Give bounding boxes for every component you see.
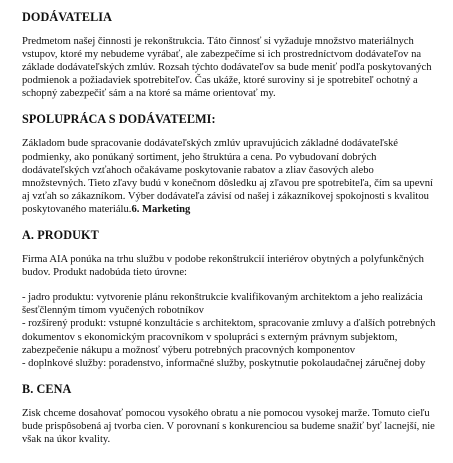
section-heading: SPOLUPRÁCA S DODÁVATEĽMI: xyxy=(22,112,216,127)
section-produkt xyxy=(22,228,439,370)
section-heading: DODÁVATELIA xyxy=(22,10,113,24)
section-paragraph xyxy=(22,137,439,216)
section-paragraph: Firma AIA ponúka na trhu službu v podobe rekonštrukcií interiérov obytných a polyfunkčných budov. Produkt nadobúda tieto úrovne: xyxy=(22,254,424,279)
inline-bold-heading: 6. Marketing xyxy=(131,203,191,215)
section-cena xyxy=(22,382,439,446)
section-paragraph: Zisk chceme dosahovať pomocou vysokého obratu a nie pomocou vysokej marže. Tomuto cieľu bude prispôsobená aj tvorba cien. V porovnaní s konkurenciou sa budeme snažiť byť lacnejší, nie však na úkor kvality. xyxy=(22,407,435,445)
section-paragraph: Predmetom našej činnosti je rekonštrukcia. Táto činnosť si vyžaduje množstvo materiálnych vstupov, ktoré my nebudeme vyrábať, ale zabezpečíme si ich prostredníctvom dodávateľov na základe dodávateľských zmlúv. Rozsah týchto dodávateľov sa bude meniť podľa poskytovaných podmienok a požiadaviek spotrebiteľov. Čas ukáže, ktoré suroviny si je spotrebiteľ ochotný a schopný zabezpečiť sám a na ktoré sa máme orientovať my. xyxy=(22,36,432,100)
paragraph-text: Základom bude spracovanie dodávateľských zmlúv upravujúcich základné dodávateľské podmienky, ako ponúkaný sortiment, jeho štruktúra a cena. Po vybudovaní dobrých dodávateľských vzťahoch očakávame poskytovanie rabatov a zliav časových alebo množstevných. Tieto zľavy budú v konečnom dôsledku aj zľavou pre spotrebiteľa, čím sa upevní aj vzťah so zákazníkom. Výber dodávateľa závisí od našej i zákazníkovej spokojnosti s kvalitou poskytovaného materiálu. xyxy=(22,138,433,215)
section-dodavatelia xyxy=(22,10,439,100)
list-item: - rozšírený produkt: vstupné konzultácie s architektom, spracovanie zmluvy a ďalších potrebných dokumentov s ekonomickým pracovníkom v spolupráci s externým právnym subjektom, zabezpečenie nákupu a možnosť výberu potrebných pracovných komponentov xyxy=(22,318,436,356)
list-item: - jadro produktu: vytvorenie plánu rekonštrukcie kvalifikovaným architektom a jeho realizácia šesťčlenným tímom vyučených robotníkov xyxy=(22,292,423,317)
section-spolupraca xyxy=(22,112,439,216)
list-item: - doplnkové služby: poradenstvo, informačné služby, poskytnutie pokolaudačnej záručnej doby xyxy=(22,357,426,369)
section-heading: A. PRODUKT xyxy=(22,228,99,243)
product-levels-list xyxy=(22,291,439,370)
section-heading: B. CENA xyxy=(22,381,72,396)
